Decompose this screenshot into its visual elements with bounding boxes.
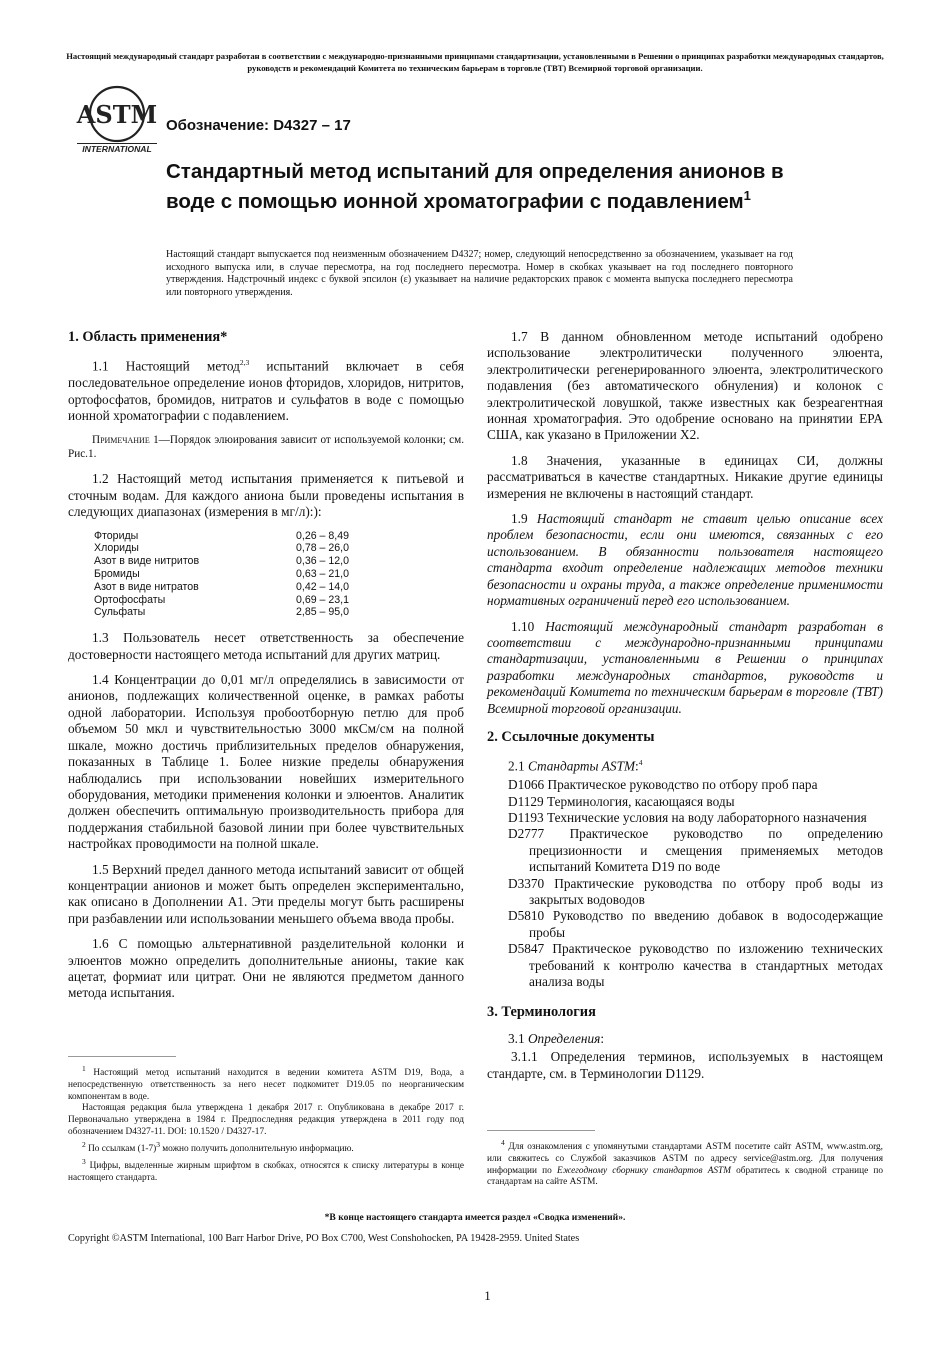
astm-logo xyxy=(75,85,159,155)
document-title xyxy=(166,160,806,214)
anion-range: 0,42 – 14,0 xyxy=(296,580,350,593)
footnote-2-text: По ссылкам (1-7) xyxy=(85,1143,157,1154)
paragraph-1-7: 1.7 В данном обновленном методе испытаний одобрено использование электролитически полученного элюента, электролитически регенерированного элюента, электролитического подавления (без автоматического обнуления) и колонок с электролитической ловушкой, также известных как безреагентная ионная хроматография. Это одобрение основано на принятии EPA США, как указано в Приложении X2. xyxy=(487,329,883,443)
footnote-rule-left xyxy=(68,1056,176,1057)
paragraph-1-4: 1.4 Концентрации до 0,01 мг/л определялись в зависимости от анионов, подлежащих количественной оценке, в рамках работы одной лаборатории. Используя пробоотборную петлю для проб объемом 50 мкл и чувствительностью 3000 мкСм/см на полной шкале, можно достичь приблизительных пределов обнаружения, показанных в Таблице 1. Более низкие пределы обнаружения наблюдались при использовании новейших измерительного оборудования, методики применения колонки и элюентов. Аналитик должен обеспечить оптимальную производительность прибора для поддержания стабильной базовой линии при более чувствительных настройках проводимости на полной шкале. xyxy=(68,672,464,852)
section-1-heading: 1. Область применения* xyxy=(68,329,228,345)
reference-item: D3370 Практические руководства по отбору проб воды из закрытых водоводов xyxy=(508,875,883,908)
paragraph-1-6: 1.6 С помощью альтернативной разделительной колонки и элюентов можно определить дополнительные анионы, такие как ацетат, формиат или цитрат. Они не являются предметом данного метода испытания. xyxy=(68,936,464,1001)
footnote-1 xyxy=(68,1063,464,1103)
paragraph-1-10-text: Настоящий международный стандарт разработан в соответствии с международно-признанными принципами стандартизации, установленными в Решении о принципах разработки международных стандартов, руководств и рекомендаций Комитета по техническим барьерам в торговле (ТВТ) Всемирной торговой организации. xyxy=(487,618,883,716)
footnotes-right xyxy=(487,1137,883,1189)
anion-range: 0,69 – 23,1 xyxy=(296,593,350,606)
footnote-2 xyxy=(68,1139,464,1156)
note-1-text: 1—Порядок элюирования зависит от используемой колонки; см. Рис.1. xyxy=(68,434,464,461)
footnote-2-ref: 3 xyxy=(156,1139,160,1149)
header-top-note: Настоящий международный стандарт разработан в соответствии с международно-признанными принципами стандартизации, установленными в Решении о принципах разработки международных стандартов, руководств и рекомендаций Комитета по техническим барьерам в торговле (ТВТ) Всемирной торговой организации. xyxy=(66,51,884,73)
subheading-2-1-ref: 4 xyxy=(638,758,643,768)
anion-name: Ортофосфаты xyxy=(94,593,166,606)
astm-standards-subheading xyxy=(487,755,883,775)
anion-name: Сульфаты xyxy=(94,606,146,619)
footnote-1-text: Настоящий метод испытаний находится в ведении комитета ASTM D19, Вода, а непосредственную ответственность за него несет подкомитет D19.05 по неорганическим компонентам в воде. xyxy=(68,1068,464,1102)
table-row xyxy=(94,594,349,607)
note-1 xyxy=(68,433,464,461)
anion-range: 0,36 – 12,0 xyxy=(296,555,350,568)
subheading-2-1-number: 2.1 xyxy=(508,758,528,774)
footnote-1-continued: Настоящая редакция была утверждена 1 декабря 2017 г. Опубликована в декабре 2017 г. Первоначально утверждена в 1984 г. Предпоследняя редакция утверждена в 2011 году под обозначением D4327-11. DOI: 10.1520 / D4327-17. xyxy=(68,1103,464,1138)
copyright: Copyright ©ASTM International, 100 Barr Harbor Drive, PO Box C700, West Conshohocken, PA 19428-2959. United States xyxy=(68,1233,580,1244)
title-text: Стандартный метод испытаний для определения анионов в воде с помощью ионной хроматографии с подавлением xyxy=(166,160,784,213)
anion-name: Хлориды xyxy=(94,542,139,555)
table-row xyxy=(94,568,349,581)
subheading-3-1-label: Определения xyxy=(527,1030,601,1046)
reference-item: D5810 Руководство по введению добавок в водосодержащие пробы xyxy=(508,908,883,940)
title-footnote-ref: 1 xyxy=(743,188,751,203)
paragraph-1-9-text: Настоящий стандарт не ставит целью описание всех проблем безопасности, если они имеются, связанных с его использованием. В обязанности пользователя настоящего стандарта входит определение надлежащих методов техники безопасности и охраны труда, а также определение применимости нормативных ограничений перед его использованием. xyxy=(487,511,883,609)
logo-subtitle: INTERNATIONAL xyxy=(82,144,152,154)
anion-range: 0,26 – 8,49 xyxy=(296,529,350,542)
anion-range-table xyxy=(94,530,349,620)
summary-of-changes-note: *В конце настоящего стандарта имеется раздел «Сводка изменений». xyxy=(324,1212,626,1223)
paragraph-1-1 xyxy=(68,355,464,424)
paragraph-1-9-number: 1.9 xyxy=(511,511,537,527)
table-row xyxy=(94,530,349,543)
subheading-2-1-label: Стандарты ASTM xyxy=(527,758,636,774)
logo-letters: ASTM xyxy=(76,100,158,129)
paragraph-1-10-number: 1.10 xyxy=(511,618,546,634)
reference-item: D1066 Практическое руководство по отбору проб пара xyxy=(508,777,818,793)
footnote-2-text-end: можно получить дополнительную информацию. xyxy=(159,1143,354,1154)
reference-item: D5847 Практическое руководство по изложению технических требований к контролю качества в стандартных методах анализа воды xyxy=(508,941,883,990)
footnote-4-text: Для ознакомления с упомянутыми стандартами ASTM посетите сайт ASTM, www.astm.org, или свяжитесь со Службой заказчиков ASTM по адресу service@astm.org. Для получения информации по xyxy=(487,1142,883,1176)
footnotes-left xyxy=(68,1063,464,1184)
designation: Обозначение: D4327 – 17 xyxy=(166,117,351,134)
reference-item: D1129 Терминология, касающаяся воды xyxy=(508,793,735,809)
paragraph-3-1-1: 3.1.1 Определения терминов, используемых в настоящем стандарте, см. в Терминологии D1129. xyxy=(487,1049,883,1081)
right-column xyxy=(487,329,883,1091)
footnote-3-text: Цифры, выделенные жирным шрифтом в скобках, относятся к списку литературы в конце настоящего стандарта. xyxy=(68,1160,464,1183)
anion-name: Фториды xyxy=(94,529,139,542)
paragraph-1-2: 1.2 Настоящий метод испытания применяется к питьевой и сточным водам. Для каждого аниона были проведены испытания в следующих диапазонах (измерения в мг/л):): xyxy=(68,471,464,520)
footnote-4-marker: 4 xyxy=(501,1138,505,1147)
paragraph-1-1-end: испытаний включает в себя последовательное определение ионов фторидов, хлоридов, нитритов, ортофосфатов, бромидов, нитратов и сульфатов в воде с помощью ионной хроматографии с подавлением. xyxy=(68,358,464,424)
table-row xyxy=(94,555,349,568)
table-row xyxy=(94,606,349,619)
paragraph-1-5: 1.5 Верхний предел данного метода испытаний зависит от общей концентрации анионов и может быть определен экспериментально, как описано в Дополнении А1. Эти пределы могут быть расширены при разбавлении или использовании меньшего объема ввода пробы. xyxy=(68,861,464,926)
paragraph-1-3: 1.3 Пользователь несет ответственность за обеспечение достоверности настоящего метода испытаний для других матриц. xyxy=(68,630,464,662)
footnote-4-text-end: обратитесь к сводной странице по стандартам на сайте ASTM. xyxy=(487,1165,883,1188)
subheading-2-1-colon: : xyxy=(635,758,639,774)
footnote-2-marker: 2 xyxy=(82,1139,86,1149)
definitions-subheading xyxy=(487,1031,883,1047)
section-2-heading: 2. Ссылочные документы xyxy=(487,728,655,745)
anion-range: 2,85 – 95,0 xyxy=(296,606,350,619)
reference-item: D1193 Технические условия на воду лабораторного назначения xyxy=(508,809,867,825)
anion-name: Бромиды xyxy=(94,568,140,581)
footnote-1-marker: 1 xyxy=(82,1064,86,1073)
issue-note: Настоящий стандарт выпускается под неизменным обозначением D4327; номер, следующий непосредственно за обозначением, указывает на год исходного выпуска или, в случае пересмотра, на год последнего пересмотра. Номер в скобках указывает на год последнего повторного утверждения. Надстрочный индекс с буквой эпсилон (ε) указывает на наличие редакторских правок с момента выпуска последнего пересмотра или повторного утверждения. xyxy=(166,249,793,298)
paragraph-1-1-ref: 2,3 xyxy=(239,358,250,368)
section-gap xyxy=(487,990,883,1000)
anion-name: Азот в виде нитратов xyxy=(94,580,199,593)
anion-range: 0,78 – 26,0 xyxy=(296,542,350,555)
left-column xyxy=(68,329,464,1011)
paragraph-1-10 xyxy=(487,619,883,717)
footnote-rule-right xyxy=(487,1130,595,1131)
footnote-3 xyxy=(68,1156,464,1185)
reference-item: D2777 Практическое руководство по определению прецизионности и смещения применяемых методов испытаний Комитета D19 по воде xyxy=(508,826,883,875)
section-3-heading: 3. Терминология xyxy=(487,1004,596,1021)
table-row xyxy=(94,542,349,555)
subheading-3-1-number: 3.1 xyxy=(508,1030,528,1046)
anion-range: 0,63 – 21,0 xyxy=(296,568,350,581)
paragraph-1-9 xyxy=(487,511,883,609)
footnote-4 xyxy=(487,1137,883,1189)
footnote-4-italic: Ежегодному сборнику стандартов ASTM xyxy=(556,1165,731,1176)
footnote-3-marker: 3 xyxy=(82,1156,86,1166)
subheading-3-1-colon: : xyxy=(600,1030,605,1046)
anion-name: Азот в виде нитритов xyxy=(94,555,200,568)
paragraph-1-8: 1.8 Значения, указанные в единицах СИ, должны рассматриваться в качестве стандартных. Никакие другие единицы измерения не включены в настоящий стандарт. xyxy=(487,452,883,501)
paragraph-1-1-start: 1.1 Настоящий метод xyxy=(92,358,240,374)
note-1-label: Примечание xyxy=(92,434,150,447)
table-row xyxy=(94,581,349,594)
page-number: 1 xyxy=(484,1288,491,1303)
